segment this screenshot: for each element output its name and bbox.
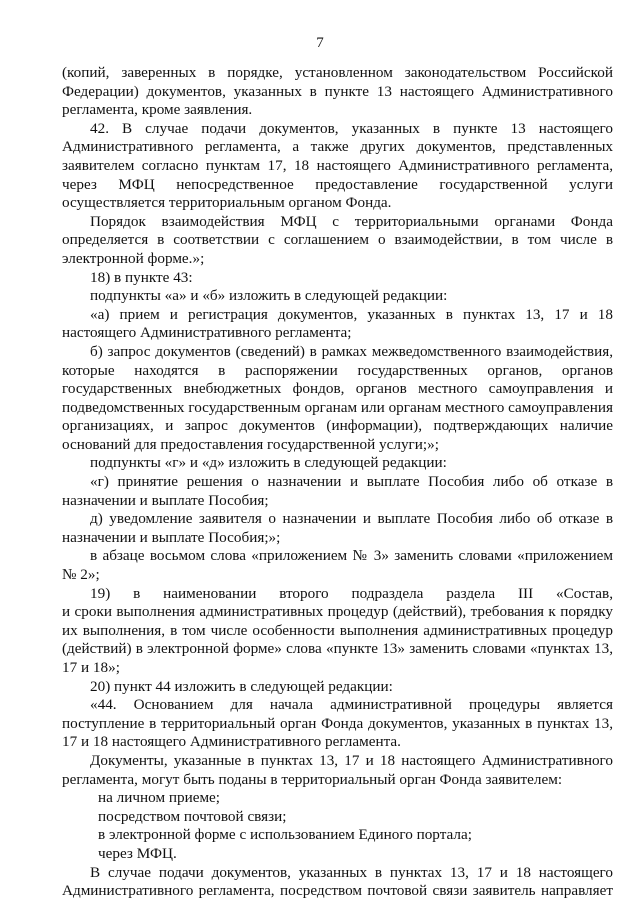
paragraph: [62, 678, 613, 697]
text-line: подпункты «г» и «д» изложить в следующей редакции:: [90, 454, 447, 472]
text-line: регламента, могут быть поданы в территориальный орган Фонда заявителем:: [62, 770, 563, 788]
text-line: 17 и 18 настоящего Административного регламента.: [62, 733, 401, 751]
paragraph: [62, 269, 613, 288]
text-line: в абзаце восьмом слова «приложением № 3» заменить словами «приложением: [90, 547, 613, 565]
text-line: государственных внебюджетных фондов, органов местного самоуправления и: [62, 380, 613, 398]
page-number: 7: [316, 35, 324, 51]
text-line: 18) в пункте 43:: [90, 268, 193, 286]
text-line: Документы, указанные в пунктах 13, 17 и 18 настоящего Административного: [90, 751, 613, 769]
paragraph: [62, 752, 613, 789]
paragraph: [62, 585, 613, 678]
paragraph: [62, 864, 613, 901]
text-line: Федерации) документов, указанных в пункте 13 настоящего Административного: [62, 82, 613, 100]
text-line: в электронной форме с использованием Единого портала;: [98, 826, 472, 844]
paragraph: [62, 64, 613, 120]
text-line: № 2»;: [62, 566, 100, 584]
text-line: Административного регламента, а также других документов, представленных: [62, 138, 613, 156]
paragraph: [62, 510, 613, 547]
text-line: (копий, заверенных в порядке, установленном законодательством Российской: [62, 64, 613, 81]
text-line: организациях, и запрос документов (информации), подтверждающих наличие: [62, 417, 613, 435]
text-line: назначении и выплате Пособия;»;: [62, 528, 281, 546]
text-line: «г) принятие решения о назначении и выплате Пособия либо об отказе в: [90, 473, 613, 491]
paragraph: [62, 547, 613, 584]
text-line: д) уведомление заявителя о назначении и выплате Пособия либо об отказе в: [90, 510, 613, 528]
paragraph: [62, 789, 613, 863]
text-line: настоящего Административного регламента;: [62, 324, 352, 342]
text-line: б) запрос документов (сведений) в рамках межведомственного взаимодействия,: [90, 342, 613, 360]
text-line: 20) пункт 44 изложить в следующей редакции:: [90, 677, 393, 695]
text-line: и сроки выполнения административных процедур (действий), требования к порядку: [62, 603, 613, 621]
text-line: осуществляется территориальным органом Фонда.: [62, 194, 392, 212]
text-line: 42. В случае подачи документов, указанных в пункте 13 настоящего: [90, 119, 613, 137]
text-line: определяется в соответствии с соглашением о взаимодействии, в том числе в: [62, 231, 613, 249]
paragraph: [62, 120, 613, 213]
text-line: подпункты «а» и «б» изложить в следующей редакции:: [90, 287, 448, 305]
text-line: регламента, кроме заявления.: [62, 101, 253, 119]
document-body: [62, 64, 613, 901]
text-line: Порядок взаимодействия МФЦ с территориальными органами Фонда: [90, 212, 613, 230]
text-line: их выполнения, в том числе особенности выполнения административных процедур: [62, 621, 613, 639]
text-line: (действий) в электронной форме» слова «пункте 13» заменить словами «пунктах 13,: [62, 640, 613, 658]
text-line: назначении и выплате Пособия;: [62, 491, 269, 509]
text-line: 17 и 18»;: [62, 659, 120, 676]
paragraph: [62, 306, 613, 343]
text-line: подведомственных государственным органам или органам местного самоуправления: [62, 398, 613, 416]
text-line: на личном приеме;: [98, 789, 221, 807]
paragraph: [62, 287, 613, 306]
text-line: «а) прием и регистрация документов, указанных в пунктах 13, 17 и 18: [90, 305, 613, 323]
text-line: оснований для предоставления государственной услуги;»;: [62, 435, 439, 453]
text-line: В случае подачи документов, указанных в пунктах 13, 17 и 18 настоящего: [90, 863, 613, 881]
paragraph: [62, 473, 613, 510]
text-line: поступление в территориальный орган Фонда документов, указанных в пунктах 13,: [62, 714, 613, 732]
text-line: электронной форме.»;: [62, 249, 205, 267]
text-line: посредством почтовой связи;: [98, 807, 287, 825]
text-line: «44. Основанием для начала административной процедуры является: [90, 696, 613, 714]
paragraph: [62, 696, 613, 752]
text-line: которые находятся в распоряжении государственных органов, органов: [62, 361, 613, 379]
paragraph: [62, 213, 613, 269]
text-line: 19) в наименовании второго подраздела раздела III «Состав,: [90, 584, 613, 602]
text-line: через МФЦ.: [98, 844, 177, 862]
text-line: Административного регламента, посредством почтовой связи заявитель направляет: [62, 882, 613, 900]
text-line: через МФЦ непосредственное предоставление государственной услуги: [62, 175, 613, 193]
text-line: заявителем согласно пунктам 17, 18 настоящего Административного регламента,: [62, 156, 613, 174]
paragraph: [62, 343, 613, 455]
paragraph: [62, 454, 613, 473]
